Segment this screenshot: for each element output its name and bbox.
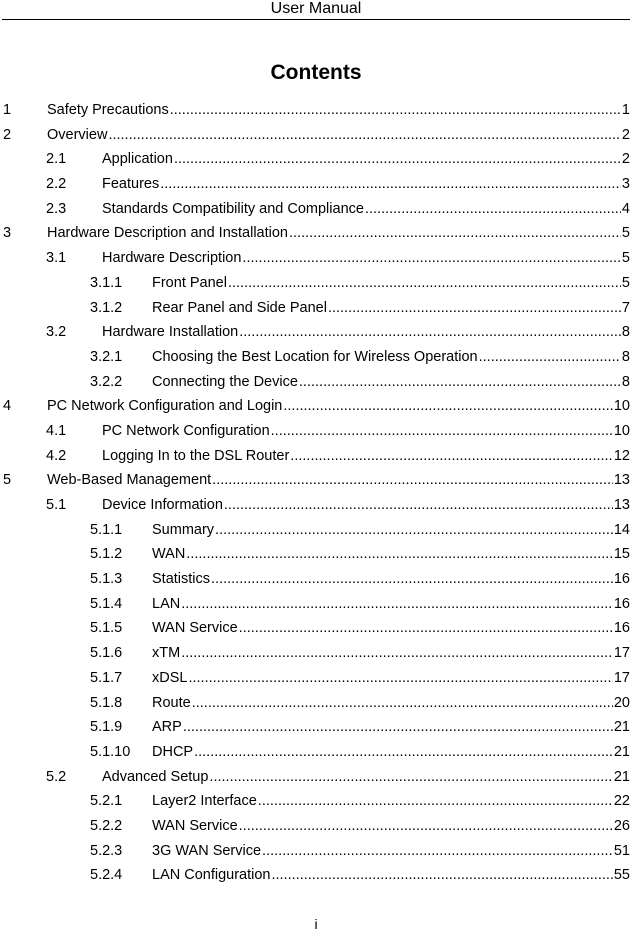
toc-entry-title: LAN (152, 595, 181, 612)
toc-entry-title: Advanced Setup (102, 768, 209, 785)
toc-entry-page: 1 (621, 102, 630, 118)
toc-entry-number: 5.1.2 (90, 546, 123, 563)
toc-entry-number: 5.1.1 (90, 521, 123, 538)
toc-dot-leader (192, 691, 613, 716)
toc-entry-number: 5 (3, 472, 12, 489)
toc-entry-title: Statistics (152, 571, 211, 588)
toc-entry-title: Connecting the Device (152, 373, 298, 390)
toc-entry-number: 5.1.7 (90, 669, 123, 686)
toc-entry-number: 4.2 (46, 447, 67, 464)
toc-entry-number: 3 (3, 225, 12, 242)
toc-entry[interactable] (0, 98, 632, 123)
toc-dot-leader (262, 839, 613, 864)
toc-entry-number: 5.1.9 (90, 719, 123, 736)
toc-entry-number: 2.2 (46, 176, 67, 193)
toc-entry-title: Application (102, 151, 173, 168)
toc-entry-page: 21 (613, 719, 630, 736)
toc-entry-page: 16 (613, 595, 630, 612)
toc-dot-leader (299, 370, 621, 395)
toc-entry-page: 13 (613, 472, 630, 489)
toc-entry-title: Front Panel (152, 274, 227, 291)
toc-entry-page: 21 (613, 768, 630, 785)
toc-entry[interactable] (0, 197, 632, 222)
toc-entry[interactable] (0, 147, 632, 172)
toc-dot-leader (258, 789, 613, 814)
toc-entry-page: 15 (613, 546, 630, 563)
toc-entry-page: 8 (621, 373, 630, 390)
toc-entry-title: Logging In to the DSL Router (102, 447, 290, 464)
toc-entry-title: Standards Compatibility and Compliance (102, 200, 364, 217)
toc-entry-number: 3.2 (46, 324, 67, 341)
toc-entry-page: 10 (613, 398, 630, 415)
toc-dot-leader (212, 468, 613, 493)
toc-dot-leader (188, 666, 612, 691)
toc-entry-number: 3.2.2 (90, 373, 123, 390)
toc-entry[interactable] (0, 394, 632, 419)
toc-entry-title: xTM (152, 645, 181, 662)
toc-dot-leader (215, 518, 613, 543)
toc-dot-leader (183, 715, 613, 740)
toc-entry-title: WAN Service (152, 620, 238, 637)
toc-entry[interactable] (0, 246, 632, 271)
toc-entry[interactable] (0, 765, 632, 790)
toc-entry[interactable] (0, 518, 632, 543)
toc-entry[interactable] (0, 221, 632, 246)
toc-entry-page: 10 (613, 422, 630, 439)
toc-entry-page: 12 (613, 447, 630, 464)
toc-entry-page: 5 (621, 250, 630, 267)
toc-entry-page: 22 (613, 793, 630, 810)
toc-entry-title: Choosing the Best Location for Wireless Operation (152, 348, 478, 365)
toc-entry-page: 14 (613, 521, 630, 538)
toc-entry-number: 2.1 (46, 151, 67, 168)
toc-entry[interactable] (0, 296, 632, 321)
toc-dot-leader (290, 444, 613, 469)
toc-dot-leader (289, 221, 621, 246)
toc-entry-title: Hardware Installation (102, 324, 239, 341)
toc-dot-leader (271, 419, 613, 444)
toc-entry-number: 3.1 (46, 250, 67, 267)
toc-entry[interactable] (0, 444, 632, 469)
toc-list (0, 98, 632, 888)
toc-entry-title: WAN Service (152, 817, 238, 834)
toc-dot-leader (194, 740, 613, 765)
toc-entry-page: 8 (621, 324, 630, 341)
toc-entry-number: 5.1.10 (90, 743, 131, 760)
toc-entry[interactable] (0, 592, 632, 617)
toc-entry[interactable] (0, 345, 632, 370)
toc-entry-title: LAN Configuration (152, 867, 271, 884)
toc-dot-leader (239, 320, 621, 345)
toc-entry-title: Route (152, 694, 191, 711)
toc-entry-page: 5 (621, 274, 630, 291)
toc-dot-leader (283, 394, 613, 419)
toc-entry-number: 5.1.5 (90, 620, 123, 637)
toc-entry[interactable] (0, 172, 632, 197)
toc-entry-title: DHCP (152, 743, 194, 760)
toc-entry-title: Hardware Description and Installation (47, 225, 288, 242)
toc-entry[interactable] (0, 320, 632, 345)
toc-entry[interactable] (0, 419, 632, 444)
toc-dot-leader (209, 765, 612, 790)
toc-entry[interactable] (0, 468, 632, 493)
toc-entry-page: 17 (613, 645, 630, 662)
toc-dot-leader (328, 296, 621, 321)
toc-dot-leader (160, 172, 621, 197)
toc-entry-title: Hardware Description (102, 250, 242, 267)
toc-entry-page: 55 (613, 867, 630, 884)
header-rule (2, 19, 630, 20)
toc-entry[interactable] (0, 839, 632, 864)
toc-entry-title: Web-Based Management (47, 472, 212, 489)
toc-entry-title: ARP (152, 719, 182, 736)
toc-entry-title: Layer2 Interface (152, 793, 257, 810)
toc-entry-page: 3 (621, 176, 630, 193)
toc-dot-leader (108, 123, 620, 148)
toc-dot-leader (170, 98, 621, 123)
toc-entry-page: 8 (621, 348, 630, 365)
toc-entry-number: 1 (3, 102, 12, 118)
toc-entry-page: 2 (621, 126, 630, 143)
toc-entry[interactable] (0, 814, 632, 839)
toc-entry-number: 5.2.1 (90, 793, 123, 810)
toc-entry-number: 3.2.1 (90, 348, 123, 365)
toc-dot-leader (272, 863, 613, 888)
toc-entry-number: 5.2 (46, 768, 67, 785)
toc-entry-number: 2 (3, 126, 12, 143)
toc-entry[interactable] (0, 641, 632, 666)
toc-entry-number: 5.2.4 (90, 867, 123, 884)
toc-entry-page: 21 (613, 743, 630, 760)
toc-dot-leader (174, 147, 621, 172)
toc-entry-title: Summary (152, 521, 215, 538)
toc-entry[interactable] (0, 666, 632, 691)
toc-dot-leader (228, 271, 621, 296)
toc-entry-title: xDSL (152, 669, 188, 686)
toc-entry-title: Device Information (102, 497, 223, 513)
toc-entry[interactable] (0, 370, 632, 395)
toc-entry[interactable] (0, 863, 632, 888)
toc-entry[interactable] (0, 493, 632, 518)
toc-entry-page: 17 (613, 669, 630, 686)
toc-entry-number: 5.2.2 (90, 817, 123, 834)
toc-entry-number: 5.1 (46, 497, 67, 513)
toc-entry-title: Overview (47, 126, 108, 143)
toc-entry[interactable] (0, 542, 632, 567)
toc-entry-page: 4 (621, 200, 630, 217)
toc-dot-leader (181, 641, 613, 666)
toc-entry[interactable] (0, 567, 632, 592)
toc-entry-number: 4.1 (46, 422, 67, 439)
toc-dot-leader (224, 493, 613, 518)
toc-entry-number: 5.1.3 (90, 571, 123, 588)
toc-entry-page: 26 (613, 817, 630, 834)
toc-dot-leader (181, 592, 613, 617)
toc-entry-number: 5.1.8 (90, 694, 123, 711)
toc-entry[interactable] (0, 789, 632, 814)
toc-entry-number: 5.1.6 (90, 645, 123, 662)
toc-entry-number: 4 (3, 398, 12, 415)
toc-entry-title: Safety Precautions (47, 102, 169, 118)
toc-entry-title: PC Network Configuration (102, 422, 270, 439)
toc-dot-leader (186, 542, 613, 567)
toc-entry-page: 2 (621, 151, 630, 168)
page-title: Contents (270, 61, 362, 84)
toc-entry-number: 3.1.2 (90, 299, 123, 316)
toc-entry-title: Features (102, 176, 160, 193)
toc-entry[interactable] (0, 271, 632, 296)
toc-dot-leader (239, 814, 613, 839)
toc-entry[interactable] (0, 715, 632, 740)
toc-dot-leader (211, 567, 613, 592)
toc-entry-title: WAN (152, 546, 186, 563)
page-number: i (314, 916, 318, 932)
toc-entry[interactable] (0, 691, 632, 716)
toc-entry-page: 7 (621, 299, 630, 316)
toc-entry-number: 3.1.1 (90, 274, 123, 291)
toc-entry-number: 5.2.3 (90, 842, 123, 859)
toc-entry-page: 20 (613, 694, 630, 711)
toc-entry-title: 3G WAN Service (152, 842, 262, 859)
toc-entry-number: 2.3 (46, 200, 67, 217)
toc-entry-page: 16 (613, 620, 630, 637)
toc-dot-leader (365, 197, 621, 222)
toc-entry[interactable] (0, 740, 632, 765)
toc-entry-title: PC Network Configuration and Login (47, 398, 283, 415)
toc-entry-title: Rear Panel and Side Panel (152, 299, 327, 316)
toc-entry-page: 51 (613, 842, 630, 859)
toc-dot-leader (239, 616, 613, 641)
toc-entry[interactable] (0, 123, 632, 148)
toc-dot-leader (479, 345, 621, 370)
toc-dot-leader (242, 246, 621, 271)
toc-entry-number: 5.1.4 (90, 595, 123, 612)
toc-entry-page: 5 (621, 225, 630, 242)
toc-entry-page: 16 (613, 571, 630, 588)
running-header: User Manual (270, 0, 362, 17)
toc-entry-page: 13 (613, 497, 630, 513)
toc-entry[interactable] (0, 616, 632, 641)
